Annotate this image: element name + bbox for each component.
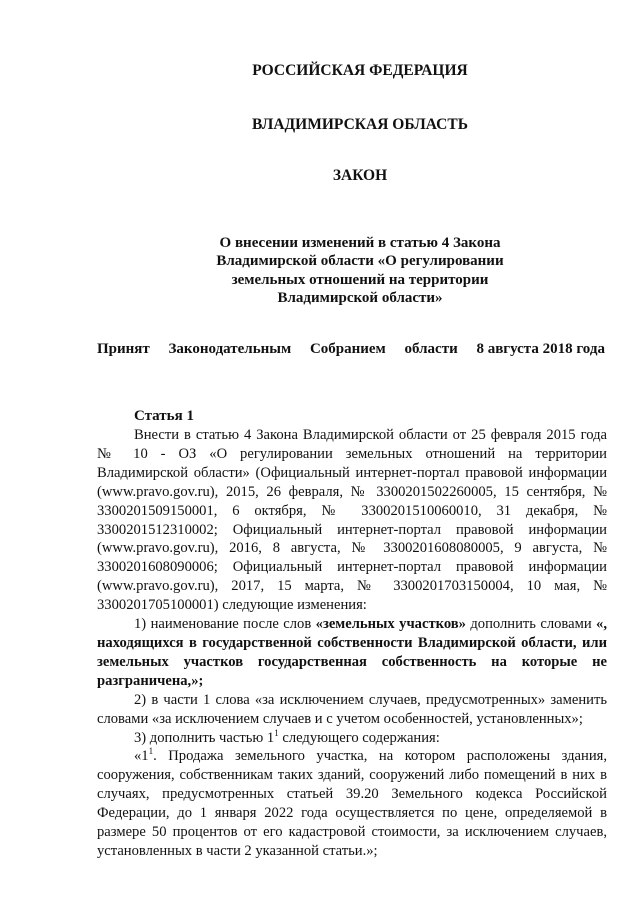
item-2-paragraph: 2) в части 1 слова «за исключением случаев, предусмотренных» заменить словами «за исключением случаев и с учетом особенностей, установленных»; [97,691,607,727]
item-1-bold-term: «земельных участков» [315,616,466,633]
adoption-date: 8 августа 2018 года [476,341,605,357]
item-3-superscript: 1 [274,727,279,738]
item-1-prefix: 1) наименование после слов [134,616,316,633]
article-body [97,426,607,861]
region-heading: ВЛАДИМИРСКАЯ ОБЛАСТЬ [252,116,468,133]
item-1-paragraph [97,615,607,691]
adoption-word: Собранием [309,341,386,357]
law-title-line: Владимирской области «О регулировании [216,253,504,270]
adoption-word: области [404,341,458,357]
article-heading: Статья 1 [134,408,194,424]
item-1-bold-insert: «, находящихся в государственной собственности Владимирской области, или земельных участков государственная собственность на которые не разграничена,»; [97,616,607,689]
law-title-line: Владимирской области» [277,289,443,306]
document-type-heading: ЗАКОН [332,167,388,184]
law-title-line: земельных отношений на территории [231,271,489,288]
country-heading: РОССИЙСКАЯ ФЕДЕРАЦИЯ [252,62,468,79]
adoption-word: Законодательным [168,341,292,357]
adoption-statement [97,341,605,358]
quote-prefix: «1 [134,748,149,765]
article-intro-paragraph: Внести в статью 4 Закона Владимирской области от 25 февраля 2015 года № 10 - ОЗ «О регулировании земельных отношений на территории Владимирской области» (Официальный интернет-портал правовой информации (www.pravo.gov.ru), 2015, 26 февраля, № 3300201502260005, 15 сентября, № 3300201509150001, 6 октября, № 3300201510060010, 31 декабря, № 3300201512310002; Официальный интернет-портал правовой информации (www.pravo.gov.ru), 2016, 8 августа, № 3300201608080005, 9 августа, № 3300201608090006; Официальный интернет-портал правовой информации (www.pravo.gov.ru), 2017, 15 марта, № 3300201703150004, 10 мая, № 3300201705100001) следующие изменения: [97,427,607,614]
quoted-part-paragraph [97,747,607,860]
adoption-word: Принят [97,341,150,357]
quote-text: . Продажа земельного участка, на котором расположены здания, сооружения, собственникам таких зданий, сооружений либо помещений в них в случаях, предусмотренных статьей 39.20 Земельного кодекса Российской Федерации, до 1 января 2022 года осуществляется по цене, определяемой в размере 50 процентов от его кадастровой стоимости, за исключением случаев, установленных в части 2 указанной статьи.»; [97,748,607,859]
item-3-suffix: следующего содержания: [278,729,440,746]
item-3-prefix: 3) дополнить частью 1 [134,729,275,746]
item-1-middle: дополнить словами [465,616,597,633]
quote-superscript: 1 [148,746,154,757]
law-title-line: О внесении изменений в статью 4 Закона [219,235,501,251]
item-3-paragraph [97,729,607,748]
law-title [150,234,570,307]
